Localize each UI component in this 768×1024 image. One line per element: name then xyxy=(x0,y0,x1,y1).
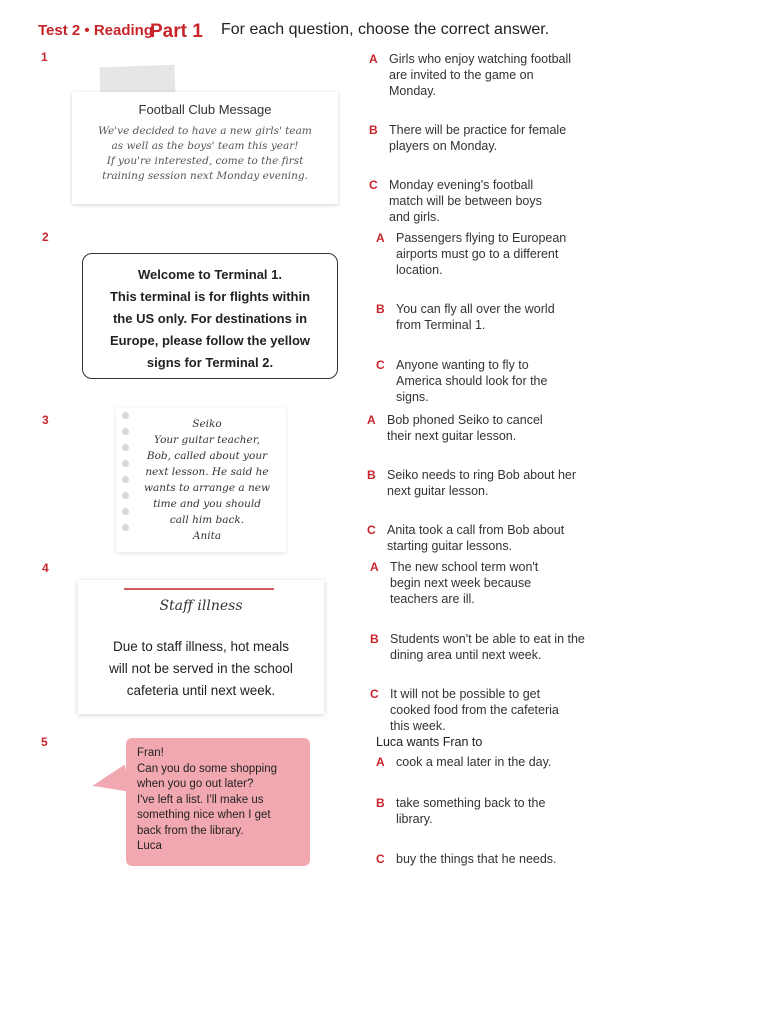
note-line: Anita xyxy=(192,530,222,542)
note-line: Your guitar teacher, xyxy=(154,434,260,446)
option-letter: C xyxy=(367,523,376,537)
terminal-sign xyxy=(82,253,338,379)
question-number-1: 1 xyxy=(41,50,48,64)
option-letter: A xyxy=(369,52,378,66)
bubble-line: Fran! xyxy=(137,747,164,759)
notebook-holes xyxy=(122,412,130,540)
option-letter: B xyxy=(376,796,385,810)
instruction-text: For each question, choose the correct answer. xyxy=(221,21,550,38)
option-text: Seiko needs to ring Bob about her next guitar lesson. xyxy=(387,468,577,498)
bubble-line: back from the library. xyxy=(137,824,244,837)
question-number-2: 2 xyxy=(42,230,49,244)
option-text: Bob phoned Seiko to cancel their next guitar lesson. xyxy=(387,413,543,443)
notice-rule xyxy=(124,588,274,590)
note-line: Bob, called about your xyxy=(146,450,268,462)
bubble-line: I've left a list. I'll make us xyxy=(137,793,264,806)
notice-line: cafeteria until next week. xyxy=(126,683,276,698)
card-line: as well as the boys' team this year! xyxy=(111,140,299,152)
option-letter: A xyxy=(376,231,385,245)
football-club-message-card xyxy=(72,92,338,204)
text-message-bubble xyxy=(126,738,310,866)
sign-line: This terminal is for flights within xyxy=(109,289,311,304)
option-text: It will not be possible to get cooked food from the cafeteria this week. xyxy=(390,687,559,733)
card-body xyxy=(82,124,328,184)
part-label: Part 1 xyxy=(150,21,203,42)
notice-body xyxy=(88,636,314,702)
sign-line: Welcome to Terminal 1. xyxy=(137,267,282,282)
option-letter: C xyxy=(376,358,385,372)
question-stem: Luca wants Fran to xyxy=(376,735,483,749)
option-text: The new school term won't begin next week because teachers are ill. xyxy=(390,560,539,606)
bubble-line: Luca xyxy=(137,840,162,852)
option-letter: B xyxy=(367,468,376,482)
option-letter: A xyxy=(376,755,385,769)
option-letter: A xyxy=(370,560,379,574)
bubble-line: Can you do some shopping xyxy=(137,762,278,775)
sign-line: Europe, please follow the yellow xyxy=(109,333,311,348)
bubble-line: something nice when I get xyxy=(137,809,271,821)
option-text: buy the things that he needs. xyxy=(396,852,557,866)
notice-title: Staff illness xyxy=(159,598,243,614)
option-letter: C xyxy=(370,687,379,701)
sign-line: the US only. For destinations in xyxy=(112,311,308,326)
question-number-4: 4 xyxy=(42,561,49,575)
option-text: There will be practice for female players on Monday. xyxy=(389,123,567,153)
option-letter: B xyxy=(370,632,379,646)
note-line: call him back. xyxy=(169,514,245,526)
note-text xyxy=(134,416,280,544)
card-title: Football Club Message xyxy=(138,102,272,117)
option-text: Anyone wanting to fly to America should look for the signs. xyxy=(396,358,548,404)
staff-illness-notice xyxy=(78,580,324,714)
option-text: You can fly all over the world from Terminal 1. xyxy=(396,302,555,332)
sign-line: signs for Terminal 2. xyxy=(146,355,274,370)
speech-bubble-tail xyxy=(89,765,130,800)
option-text: take something back to the library. xyxy=(396,796,546,826)
note-line: wants to arrange a new xyxy=(144,482,270,494)
question-number-3: 3 xyxy=(42,413,49,427)
card-line: We've decided to have a new girls' team xyxy=(98,125,312,137)
option-text: Monday evening's football match will be between boys and girls. xyxy=(389,178,542,224)
bubble-text xyxy=(137,746,302,855)
option-letter: A xyxy=(367,413,376,427)
card-line: training session next Monday evening. xyxy=(102,170,308,182)
bubble-line: when you go out later? xyxy=(137,778,254,790)
option-letter: C xyxy=(376,852,385,866)
notice-line: Due to staff illness, hot meals xyxy=(112,639,290,654)
note-line: Seiko xyxy=(192,418,222,430)
option-text: Passengers flying to European airports must go to a different location. xyxy=(396,231,567,277)
test-label: Test 2 • Reading xyxy=(38,22,153,39)
note-line: time and you should xyxy=(153,498,261,510)
notice-line: will not be served in the school xyxy=(109,661,293,676)
option-letter: C xyxy=(369,178,378,192)
option-text: Anita took a call from Bob about starting guitar lessons. xyxy=(387,523,565,553)
option-letter: B xyxy=(376,302,385,316)
option-text: cook a meal later in the day. xyxy=(396,755,552,769)
option-letter: B xyxy=(369,123,378,137)
option-text: Students won't be able to eat in the dining area until next week. xyxy=(390,632,585,662)
option-text: Girls who enjoy watching football are invited to the game on Monday. xyxy=(389,52,572,98)
phone-message-note xyxy=(116,408,286,552)
sign-text xyxy=(93,264,327,374)
note-line: next lesson. He said he xyxy=(145,466,269,478)
question-number-5: 5 xyxy=(41,735,48,749)
card-line: If you're interested, come to the first xyxy=(106,155,304,167)
